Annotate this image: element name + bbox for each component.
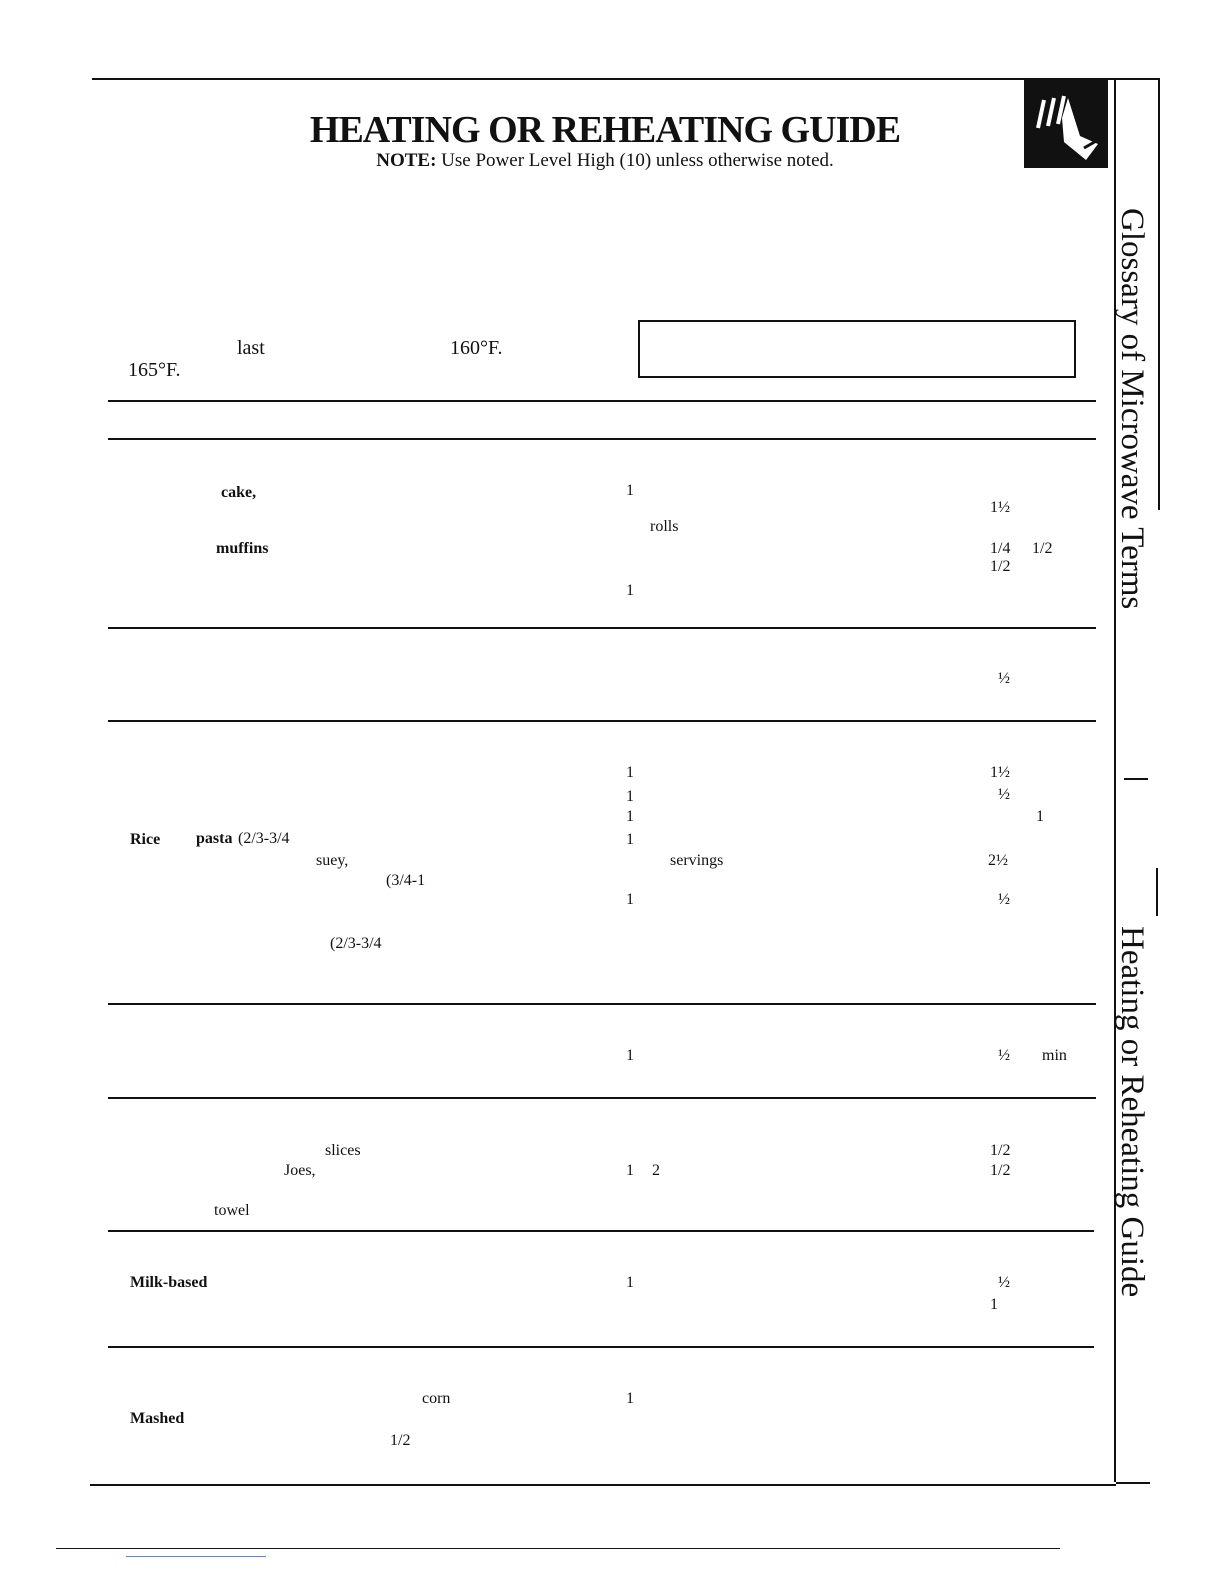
text-mashed: Mashed — [130, 1410, 185, 1427]
text-one-b: 1 — [626, 582, 634, 599]
table-rule-1 — [108, 400, 1096, 402]
footer-link-line — [126, 1556, 266, 1557]
tip-box — [638, 320, 1076, 378]
text-rice: Rice — [130, 831, 161, 848]
text-half-e: 1/2 — [390, 1432, 411, 1449]
intro-temp-160: 160°F. — [450, 337, 503, 359]
text-one-half-b: 1½ — [990, 764, 1010, 781]
text-one-f: 1 — [626, 831, 634, 848]
text-joes: Joes, — [284, 1162, 316, 1179]
text-one-m: 1 — [626, 1390, 634, 1407]
text-one-a: 1 — [626, 482, 634, 499]
table-rule-8 — [108, 1346, 1094, 1348]
text-half-sym-c: ½ — [998, 891, 1010, 908]
sidebar-heating-tab[interactable]: Heating or Reheating Guide — [1114, 926, 1150, 1298]
intro-last: last — [237, 337, 265, 359]
text-suey: suey, — [316, 852, 349, 869]
text-servings: servings — [670, 852, 724, 869]
text-two: 2 — [652, 1162, 660, 1179]
text-two-half: 2½ — [988, 852, 1008, 869]
table-rule-4 — [108, 720, 1096, 722]
sidebar-glossary-tab[interactable]: Glossary of Microwave Terms — [1114, 208, 1150, 610]
text-one-l: 1 — [990, 1296, 998, 1313]
text-one-i: 1 — [626, 1047, 634, 1064]
sidebar-tick-a — [1124, 778, 1148, 780]
text-muffins: muffins — [216, 540, 269, 557]
text-half-sym-a: ½ — [998, 670, 1010, 687]
text-one-h: 1 — [626, 891, 634, 908]
text-half-sym-d: ½ — [998, 1047, 1010, 1064]
text-one-d: 1 — [626, 788, 634, 805]
table-rule-5 — [108, 1003, 1096, 1005]
text-one-k: 1 — [626, 1274, 634, 1291]
note-label: NOTE: — [376, 150, 437, 171]
bottom-rule — [90, 1484, 1116, 1486]
text-one-c: 1 — [626, 764, 634, 781]
text-half-a: 1/2 — [1032, 540, 1053, 557]
text-half-sym-e: ½ — [998, 1274, 1010, 1291]
text-slices: slices — [325, 1142, 361, 1159]
text-corn: corn — [422, 1390, 451, 1407]
top-rule — [92, 78, 1160, 80]
text-half-sym-b: ½ — [998, 786, 1010, 803]
footer-rule — [56, 1548, 1060, 1549]
table-rule-7 — [108, 1230, 1094, 1232]
table-rule-3 — [108, 627, 1096, 629]
text-amount-34-1: (3/4-1 — [386, 872, 426, 889]
text-milk-based: Milk-based — [130, 1274, 208, 1291]
table-rule-2 — [108, 438, 1096, 440]
text-half-b: 1/2 — [990, 558, 1011, 575]
text-one-j: 1 — [626, 1162, 634, 1179]
text-quarter: 1/4 — [990, 540, 1011, 557]
hand-icon — [1024, 78, 1108, 168]
text-pasta: pasta — [196, 830, 233, 847]
text-one-e: 1 — [626, 808, 634, 825]
text-amount-23-34: (2/3-3/4 — [330, 935, 382, 952]
intro-temp-165: 165°F. — [128, 359, 181, 381]
text-rolls: rolls — [650, 518, 679, 535]
sidebar-rule-mid — [1156, 868, 1158, 916]
page-title: HEATING OR REHEATING GUIDE — [309, 109, 901, 151]
text-pasta-amount: (2/3-3/4 — [238, 830, 290, 847]
text-half-c: 1/2 — [990, 1142, 1011, 1159]
text-cake: cake, — [221, 484, 257, 501]
sidebar-tick-b — [1116, 1482, 1150, 1484]
text-half-d: 1/2 — [990, 1162, 1011, 1179]
text-min: min — [1042, 1047, 1067, 1064]
note-text: Use Power Level High (10) unless otherwise noted. — [441, 150, 834, 171]
text-towel: towel — [214, 1202, 250, 1219]
text-one-half-a: 1½ — [990, 499, 1010, 516]
hand-touch-logo-icon — [1024, 78, 1108, 168]
table-rule-6 — [108, 1097, 1096, 1099]
sidebar-rule-top — [1158, 78, 1160, 510]
text-one-g: 1 — [1036, 808, 1044, 825]
